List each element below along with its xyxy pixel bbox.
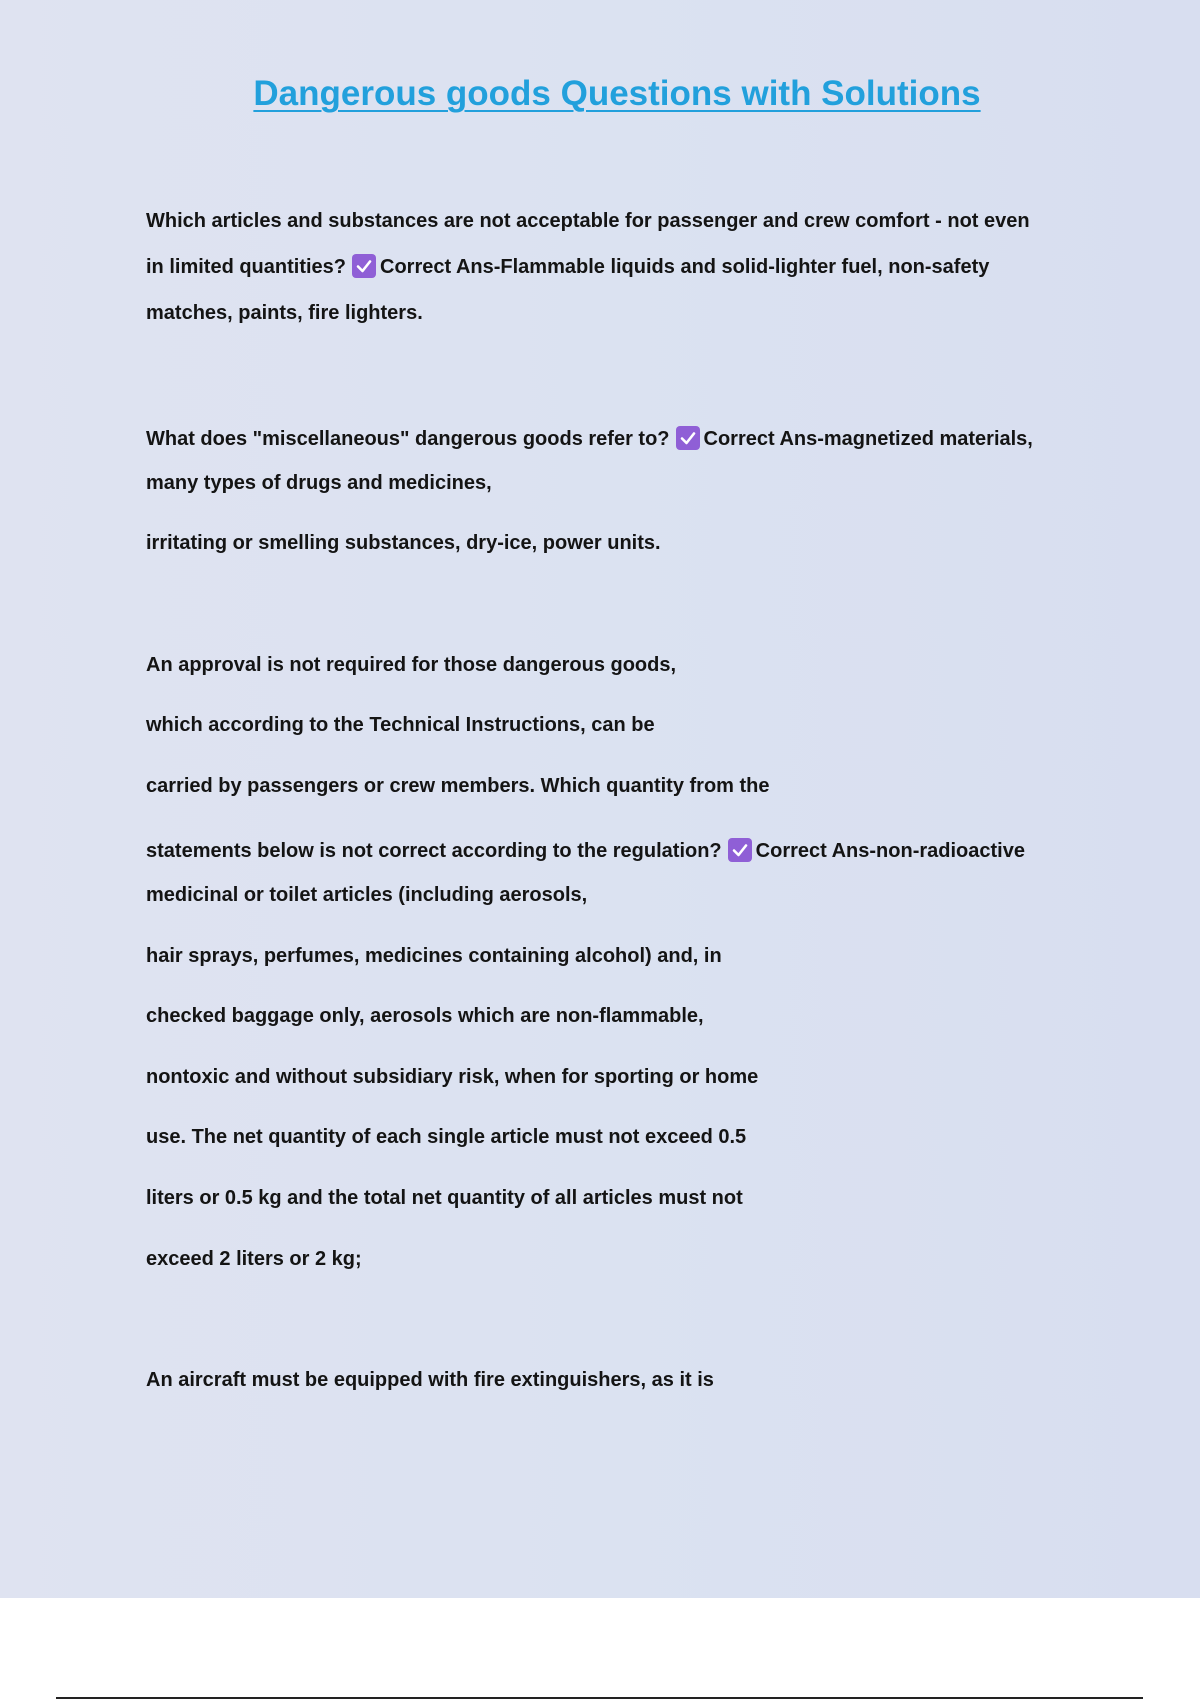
footer-divider: [56, 1697, 1143, 1699]
q2-answer: Correct Ans-magnetized materials,: [703, 428, 1033, 450]
page-title: Dangerous goods Questions with Solutions: [253, 74, 981, 113]
q1-line-2: [146, 244, 1080, 290]
q3-line-11: exceed 2 liters or 2 kg;: [146, 1248, 362, 1270]
q3-line-10: liters or 0.5 kg and the total net quantity of all articles must not: [146, 1187, 743, 1209]
q1-line-3: matches, paints, fire lighters.: [146, 302, 423, 324]
q2-line-2: many types of drugs and medicines,: [146, 472, 492, 494]
q3-line-7: checked baggage only, aerosols which are non-flammable,: [146, 1005, 704, 1027]
q3-line-9: use. The net quantity of each single article must not exceed 0.5: [146, 1126, 747, 1148]
checkbox-checked-icon: [676, 426, 700, 450]
q3-line-3: carried by passengers or crew members. Which quantity from the: [146, 775, 770, 797]
q1-answer: Correct Ans-Flammable liquids and solid-lighter fuel, non-safety: [380, 256, 990, 278]
q3-line-8: nontoxic and without subsidiary risk, when for sporting or home: [146, 1066, 759, 1088]
q2-question: What does "miscellaneous" dangerous goods refer to?: [146, 428, 670, 450]
q3-line-1: An approval is not required for those dangerous goods,: [146, 654, 677, 676]
q3-answer: Correct Ans-non-radioactive: [755, 840, 1025, 862]
checkbox-checked-icon: [728, 838, 752, 862]
checkbox-checked-icon: [352, 254, 376, 278]
q3-line-6: hair sprays, perfumes, medicines containing alcohol) and, in: [146, 945, 722, 967]
q3-line-4: [146, 828, 1080, 874]
q4-line-1: An aircraft must be equipped with fire extinguishers, as it is: [146, 1369, 714, 1391]
q2-line-3: irritating or smelling substances, dry-ice, power units.: [146, 532, 661, 554]
q3-line-2: which according to the Technical Instructions, can be: [146, 714, 655, 736]
q2-line-1: [146, 416, 1080, 462]
q3-question-end: statements below is not correct according to the regulation?: [146, 840, 722, 862]
q3-line-5: medicinal or toilet articles (including aerosols,: [146, 884, 588, 906]
q1-question-end: in limited quantities?: [146, 256, 347, 278]
q1-line-1: Which articles and substances are not acceptable for passenger and crew comfort - not even: [146, 210, 1030, 232]
